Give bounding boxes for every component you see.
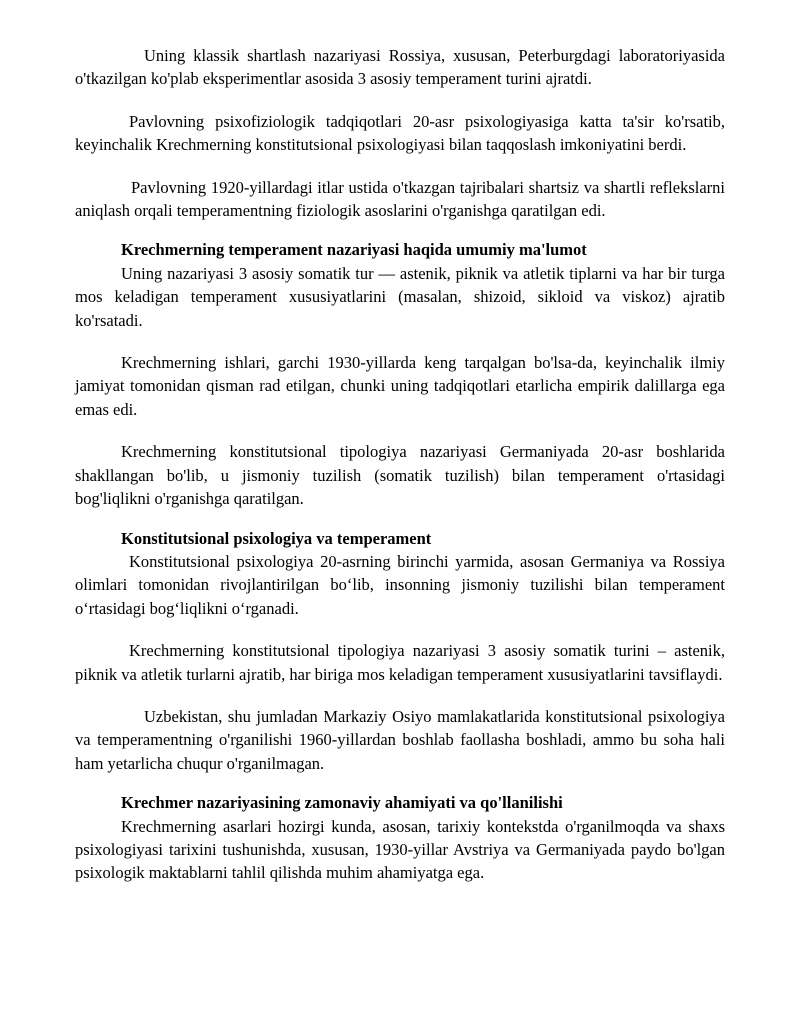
paragraph-pavlov-experiments: Pavlovning 1920-yillardagi itlar ustida o'tkazgan tajribalari shartsiz va shartli reflekslarni aniqlash orqali temperamentning fiziologik asoslarini o'rganishga qaratilgan edi. bbox=[75, 177, 725, 221]
heading-constitutional-psychology: Konstitutsional psixologiya va temperament bbox=[121, 528, 432, 548]
paragraph-pavlov-influence: Pavlovning psixofiziologik tadqiqotlari 20-asr psixologiyasiga katta ta'sir ko'rsatib, keyinchalik Krechmerning konstitutsional psixologiyasi bilan taqqoslash imkoniyatini berdi. bbox=[75, 111, 725, 155]
document-page bbox=[75, 44, 725, 885]
heading-modern-significance: Krechmer nazariyasining zamonaviy ahamiyati va qo'llanilishi bbox=[121, 793, 563, 813]
paragraph-kretschmer-criticism: Krechmerning ishlari, garchi 1930-yillarda keng tarqalgan bo'lsa-da, keyinchalik ilmiy jamiyat tomonidan qisman rad etilgan, chunki uning tadqiqotlari etarlicha empirik dalillarga ega emas edi. bbox=[75, 353, 725, 419]
paragraph-pavlov-classical-conditioning: Uning klassik shartlash nazariyasi Rossiya, xususan, Peterburgdagi laboratoriyasida o'tkazilgan ko'plab eksperimentlar asosida 3 asosiy temperament turini ajratdi. bbox=[75, 46, 725, 89]
heading-kretschmer-overview: Krechmerning temperament nazariyasi haqida umumiy ma'lumot bbox=[121, 240, 587, 260]
paragraph-modern-significance: Krechmerning asarlari hozirgi kunda, asosan, tarixiy kontekstda o'rganilmoqda va shaxs psixologiyasi tarixini tushunishda, xususan, 1930-yillar Avstriya va Germaniyada paydo bo'lgan psixologik maktablarni tahlil qilishda muhim ahamiyatga ega. bbox=[75, 816, 725, 883]
paragraph-constitutional-psychology-definition: Konstitutsional psixologiya 20-asrning birinchi yarmida, asosan Germaniya va Rossiya olimlari tomonidan rivojlantirilgan boʻlib, insonning jismoniy tuzilishi bilan temperament oʻrtasidagi bogʻliqlikni oʻrganadi. bbox=[75, 551, 725, 618]
paragraph-somatic-types: Uning nazariyasi 3 asosiy somatik tur — astenik, piknik va atletik tiplarni va har bir turga mos keladigan temperament xususiyatlarini (masalan, shizoid, sikloid va viskoz) ajratib ko'rsatadi. bbox=[75, 263, 725, 330]
paragraph-three-somatic-types: Krechmerning konstitutsional tipologiya nazariyasi 3 asosiy somatik turini – astenik, piknik va atletik turlarni ajratib, har biriga mos keladigan temperament xususiyatlarini tavsiflaydi. bbox=[75, 641, 725, 684]
paragraph-constitutional-typology-germany: Krechmerning konstitutsional tipologiya nazariyasi Germaniyada 20-asr boshlarida shakllangan bo'lib, u jismoniy tuzilish (somatik tuzilish) bilan temperament o'rtasidagi bog'liqlikni o'rganishga qaratilgan. bbox=[75, 442, 725, 509]
paragraph-uzbekistan-research: Uzbekistan, shu jumladan Markaziy Osiyo mamlakatlarida konstitutsional psixologiya va temperamentning o'rganilishi 1960-yillardan boshlab faollasha boshladi, ammo bu soha hali ham yetarlicha chuqur o'rganilmagan. bbox=[75, 706, 725, 773]
